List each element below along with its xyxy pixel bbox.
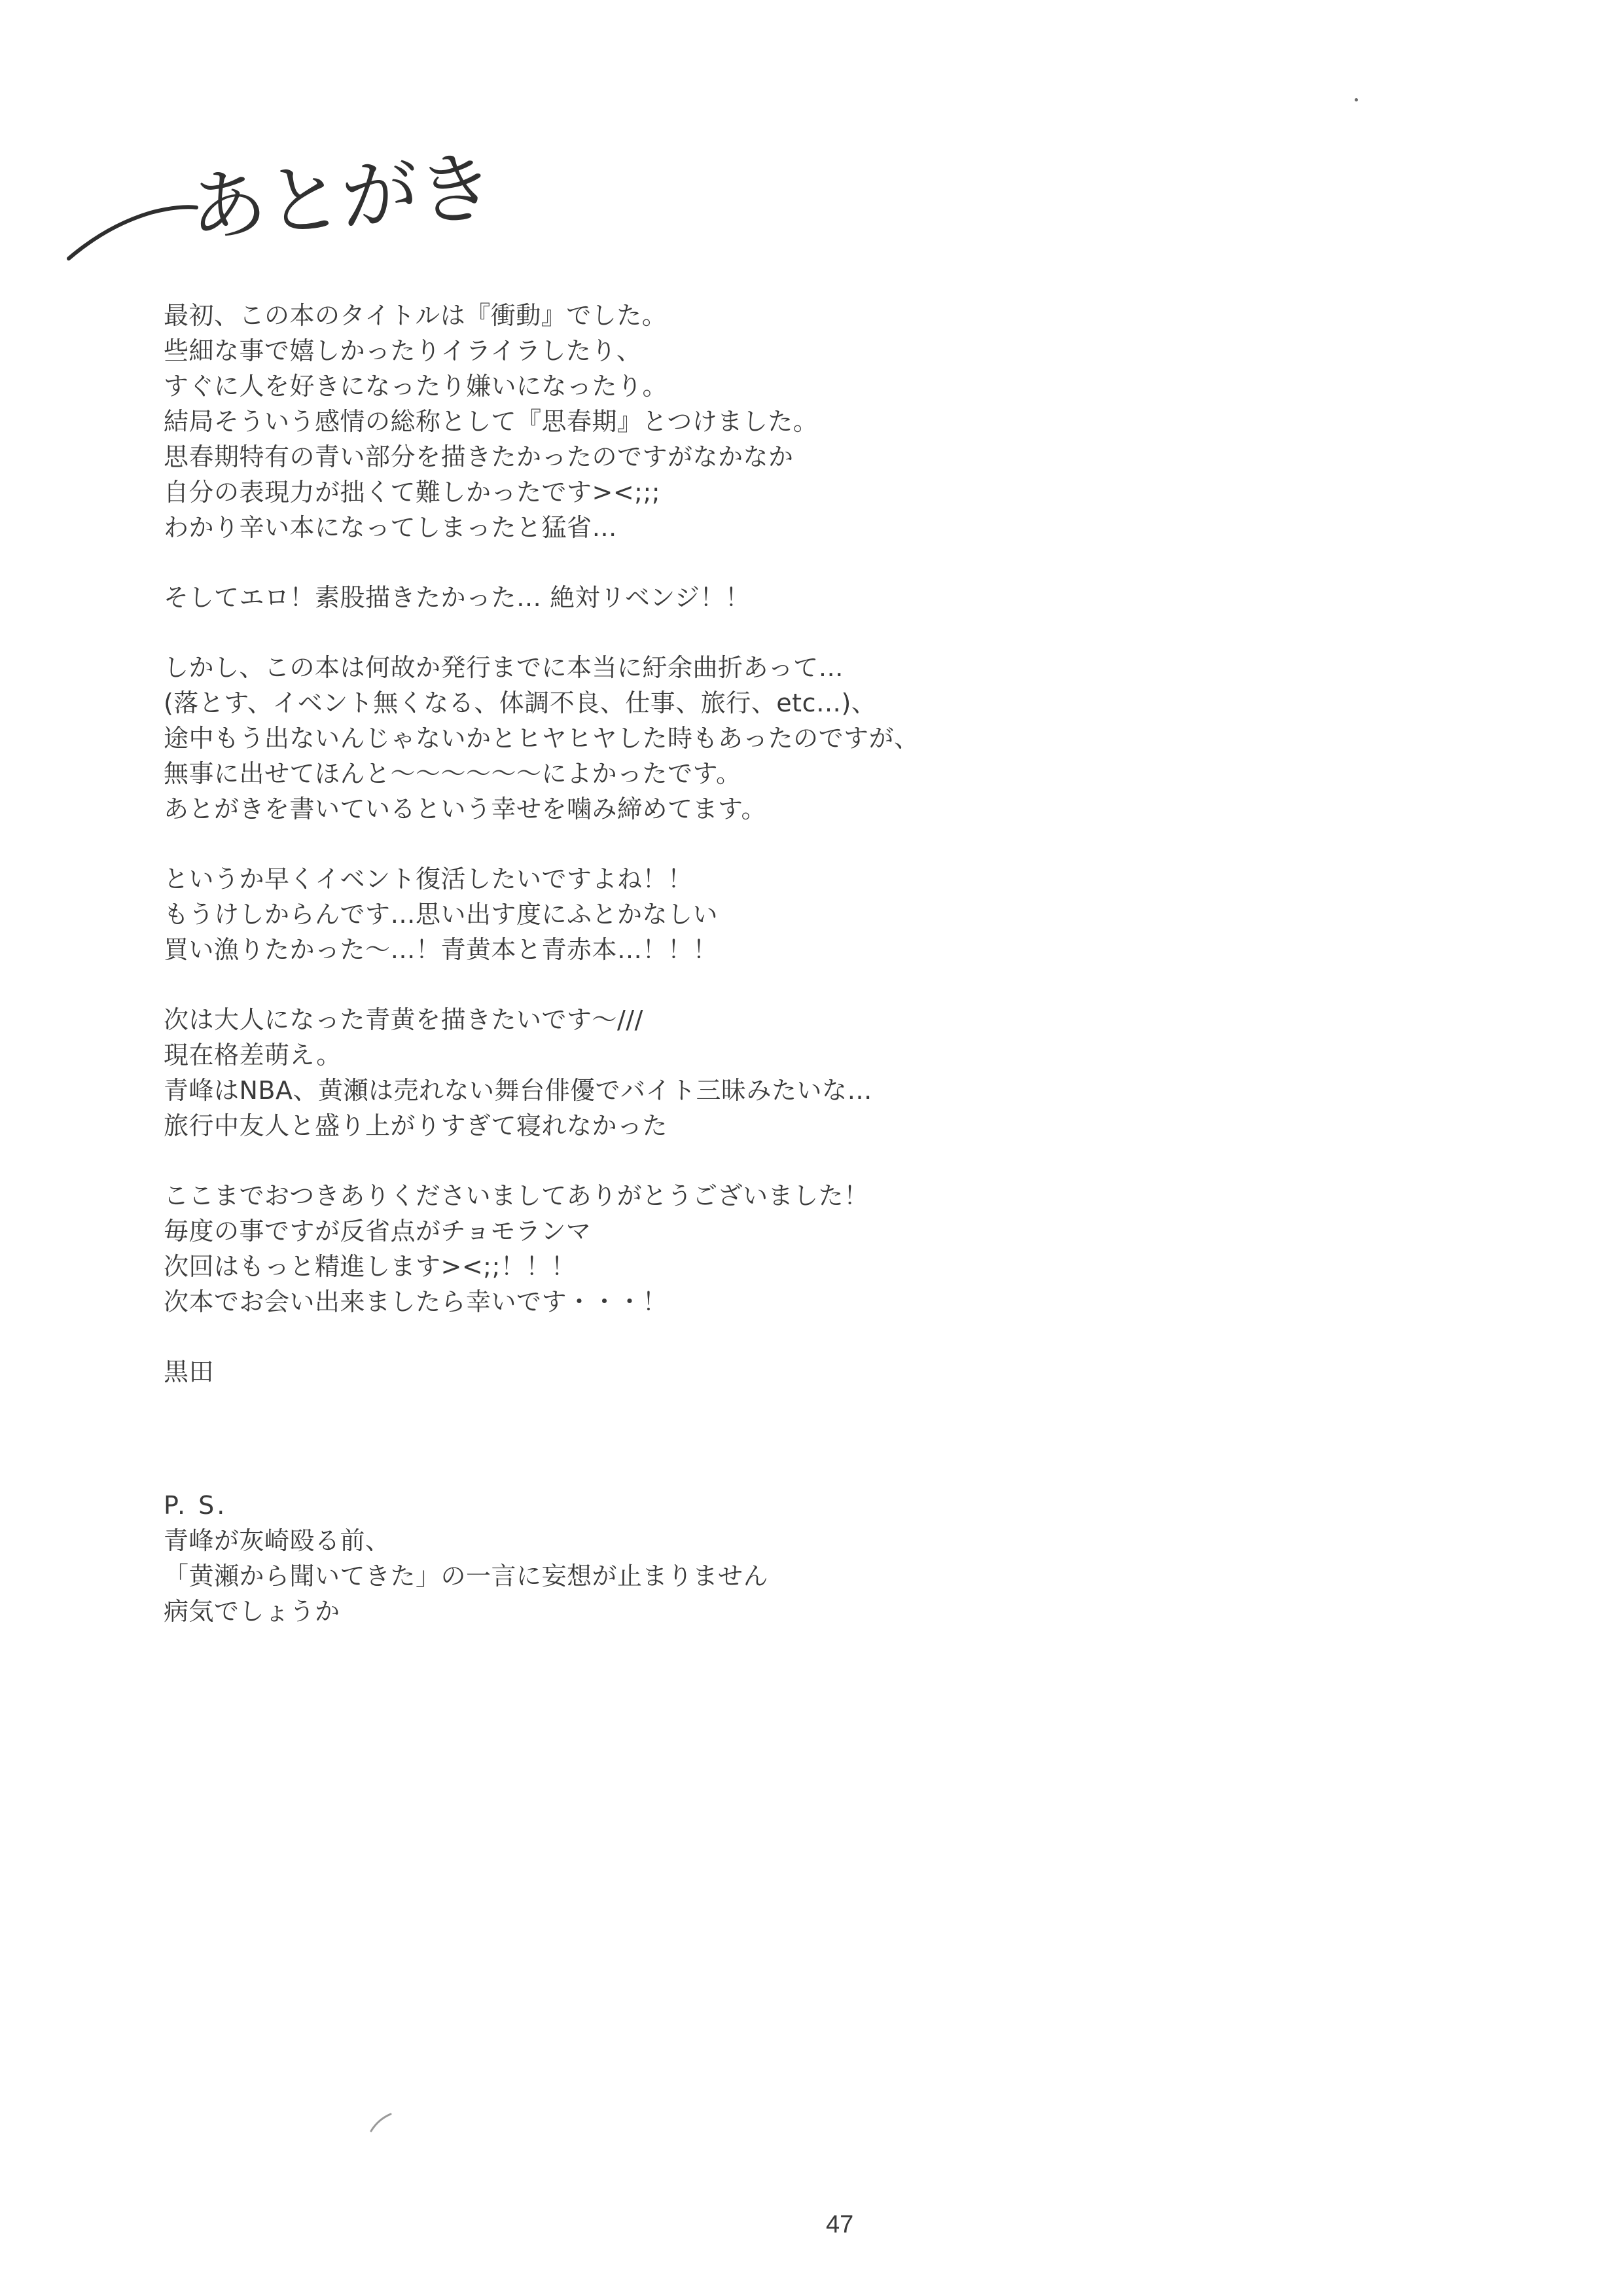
- text-line: 次は大人になった青黄を描きたいです〜///: [164, 1005, 643, 1034]
- text-line: 買い漁りたかった〜…！青黄本と青赤本…！！！: [164, 935, 719, 964]
- paragraph-events: [164, 861, 1407, 967]
- text-line: 思春期特有の青い部分を描きたかったのですがなかなか: [164, 442, 794, 471]
- text-line: (落とす、イベント無くなる、体調不良、仕事、旅行、etc…)、: [164, 689, 877, 717]
- text-line: 病気でしょうか: [164, 1597, 340, 1626]
- text-line: 次本でお会い出来ましたら幸いです・・・！: [164, 1287, 668, 1316]
- text-line: 旅行中友人と盛り上がりすぎて寝れなかった: [164, 1111, 668, 1140]
- text-line: 青峰が灰崎殴る前、: [164, 1526, 391, 1555]
- text-line: 途中もう出ないんじゃないかとヒヤヒヤした時もあったのですが、: [164, 724, 919, 753]
- text-line: すぐに人を好きになったり嫌いになったり。: [164, 372, 668, 401]
- text-line: 「黄瀬から聞いてきた」の一言に妄想が止まりません: [164, 1562, 769, 1590]
- afterword-heading: [65, 141, 496, 278]
- signature-block: [164, 1354, 1407, 1390]
- text-line: 些細な事で嬉しかったりイライラしたり、: [164, 336, 642, 365]
- paragraph-title-story: [164, 298, 1407, 545]
- paragraph-publication: [164, 650, 1407, 827]
- text-line: 現在格差萌え。: [164, 1041, 342, 1069]
- text-line: 自分の表現力が拙くて難しかったです><;;;: [164, 478, 661, 507]
- text-line: 次回はもっと精進します><;;！！！: [164, 1252, 577, 1281]
- afterword-title: あとがき: [187, 141, 496, 253]
- text-line: 青峰はNBA、黄瀬は売れない舞台俳優でバイト三昧みたいな…: [164, 1076, 872, 1105]
- postscript-label: P. S.: [164, 1491, 228, 1520]
- text-line: 最初、この本のタイトルは『衝動』でした。: [164, 301, 668, 330]
- text-line: というか早くイベント復活したいですよね！！: [164, 865, 693, 893]
- text-line: しかし、この本は何故か発行までに本当に紆余曲折あって…: [164, 653, 844, 682]
- scan-speck: [1355, 98, 1358, 101]
- paragraph-thanks: [164, 1178, 1407, 1319]
- text-line: 無事に出せてほんと〜〜〜〜〜〜によかったです。: [164, 759, 741, 788]
- scan-mark: [370, 2113, 392, 2132]
- text-line: 結局そういう感情の総称として『思春期』とつけました。: [164, 407, 819, 436]
- text-line: ここまでおつきありくださいましてありがとうございました！: [164, 1181, 869, 1210]
- text-line: 毎度の事ですが反省点がチョモランマ: [164, 1217, 592, 1246]
- postscript-block: [164, 1488, 1407, 1629]
- author-signature: 黒田: [164, 1357, 215, 1386]
- text-line: わかり辛い本になってしまったと猛省…: [164, 513, 618, 542]
- paragraph-revenge: [164, 580, 1407, 615]
- text-line: もうけしからんです…思い出す度にふとかなしい: [164, 900, 719, 929]
- page-number: 47: [826, 2211, 854, 2238]
- text-line: あとがきを書いているという幸せを噛み締めてます。: [164, 795, 766, 823]
- text-line: そしてエロ！素股描きたかった… 絶対リベンジ！！: [164, 583, 751, 612]
- paragraph-next: [164, 1002, 1407, 1143]
- afterword-body: [164, 298, 1407, 1664]
